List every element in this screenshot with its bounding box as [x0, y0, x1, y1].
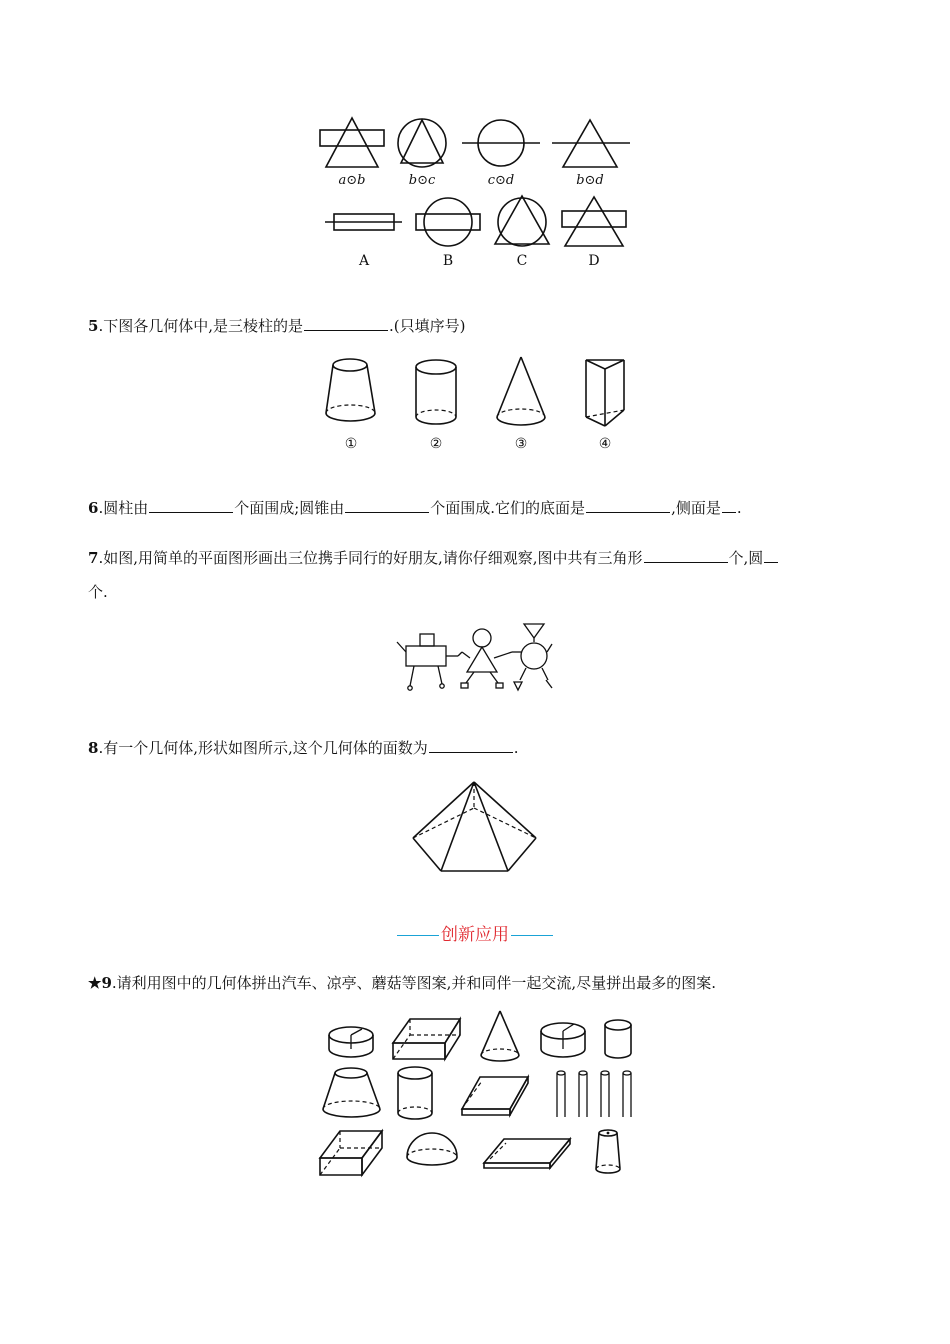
question-7-continued: 个. [88, 583, 108, 601]
triangular-prism-solid [586, 360, 624, 426]
thin-slab-solid [484, 1139, 570, 1168]
question-8-text: .有一个几何体,形状如图所示,这个几何体的面数为 [98, 739, 428, 757]
frustum-solid [326, 359, 375, 421]
solid-label-3: ③ [514, 436, 528, 452]
triangle-friend [461, 629, 512, 688]
question-5-text: .下图各几何体中,是三棱柱的是 [98, 317, 303, 335]
section-heading [0, 920, 950, 945]
question-8 [88, 736, 519, 760]
pentagonal-pyramid-solid [413, 782, 536, 871]
solid-label-4: ④ [598, 436, 612, 452]
question-9-text: .请利用图中的几何体拼出汽车、凉亭、蘑菇等图案,并和同伴一起交流,尽量拼出最多的图案. [111, 974, 716, 992]
caption-b-odot-c: b⊙c [408, 173, 436, 188]
answer-blank[interactable] [429, 738, 513, 753]
short-cylinder-solid [541, 1023, 585, 1057]
question-8-text: . [513, 739, 519, 757]
heading-rule-left [397, 935, 439, 936]
answer-blank[interactable] [644, 548, 728, 563]
option-d-label: D [588, 253, 600, 269]
cylinder-solid [416, 360, 456, 424]
option-d-figure [562, 197, 626, 246]
option-b-figure [416, 198, 480, 246]
solid-label-2: ② [429, 436, 443, 452]
cylinder-solid [398, 1067, 432, 1119]
pyramid-figure [0, 770, 950, 880]
question-5-number: 5 [88, 317, 99, 335]
figure-b-odot-d [552, 120, 630, 167]
cone-solid [497, 357, 545, 425]
option-c-label: C [516, 253, 528, 269]
question-7-text: .如图,用简单的平面图形画出三位携手同行的好朋友,请你仔细观察,图中共有三角形 [98, 549, 643, 567]
figure-c-odot-d [462, 120, 540, 166]
question-7-number: 7 [88, 549, 99, 567]
answer-blank[interactable] [722, 498, 736, 513]
operation-diagram [0, 0, 950, 290]
answer-blank[interactable] [586, 498, 670, 513]
question-5-note: .(只填序号) [388, 317, 466, 335]
thin-rods [557, 1071, 631, 1117]
solids-figure [0, 355, 950, 455]
cone-solid [481, 1011, 519, 1061]
cuboid-solid [393, 1019, 460, 1059]
figure-b-odot-c [398, 119, 446, 167]
question-6-text: 个面围成.它们的底面是 [430, 499, 586, 517]
option-c-figure [495, 196, 549, 246]
question-7-text: 个,圆 [728, 549, 764, 567]
question-6-number: 6 [88, 499, 99, 517]
solid-label-1: ① [344, 436, 358, 452]
frustum-solid [323, 1068, 380, 1117]
question-6-text: 个面围成;圆锥由 [234, 499, 345, 517]
question-8-number: 8 [88, 739, 99, 757]
cylinder-solid [605, 1020, 631, 1058]
star-icon: ★ [88, 974, 102, 992]
box-solid [320, 1131, 382, 1175]
question-7 [88, 546, 779, 570]
question-6-text: .圆柱由 [98, 499, 149, 517]
question-9 [88, 971, 716, 995]
answer-blank[interactable] [764, 548, 778, 563]
caption-a-odot-b: a⊙b [338, 173, 366, 188]
small-frustum-solid [596, 1130, 620, 1173]
flat-board-solid [462, 1077, 528, 1115]
answer-blank[interactable] [149, 498, 233, 513]
short-cylinder-solid [329, 1027, 373, 1057]
answer-blank[interactable] [345, 498, 429, 513]
three-friends-figure [0, 620, 950, 710]
caption-c-odot-d: c⊙d [487, 173, 515, 188]
heading-rule-right [511, 935, 553, 936]
solids-collection-figure [0, 1005, 950, 1185]
question-6-text: ,侧面是 [671, 499, 721, 517]
question-6 [88, 496, 742, 520]
hemisphere-solid [407, 1133, 457, 1165]
option-b-label: B [442, 253, 454, 269]
figure-a-odot-b [320, 118, 384, 167]
answer-blank[interactable] [304, 316, 388, 331]
circle-friend [512, 624, 552, 690]
section-title: 创新应用 [441, 925, 509, 945]
caption-b-odot-d: b⊙d [576, 173, 604, 188]
option-a-figure [325, 214, 402, 230]
question-9-number: 9 [101, 974, 112, 992]
question-6-text: . [736, 499, 742, 517]
rectangle-friend [397, 634, 462, 690]
option-a-label: A [358, 253, 370, 269]
question-5 [88, 314, 465, 338]
